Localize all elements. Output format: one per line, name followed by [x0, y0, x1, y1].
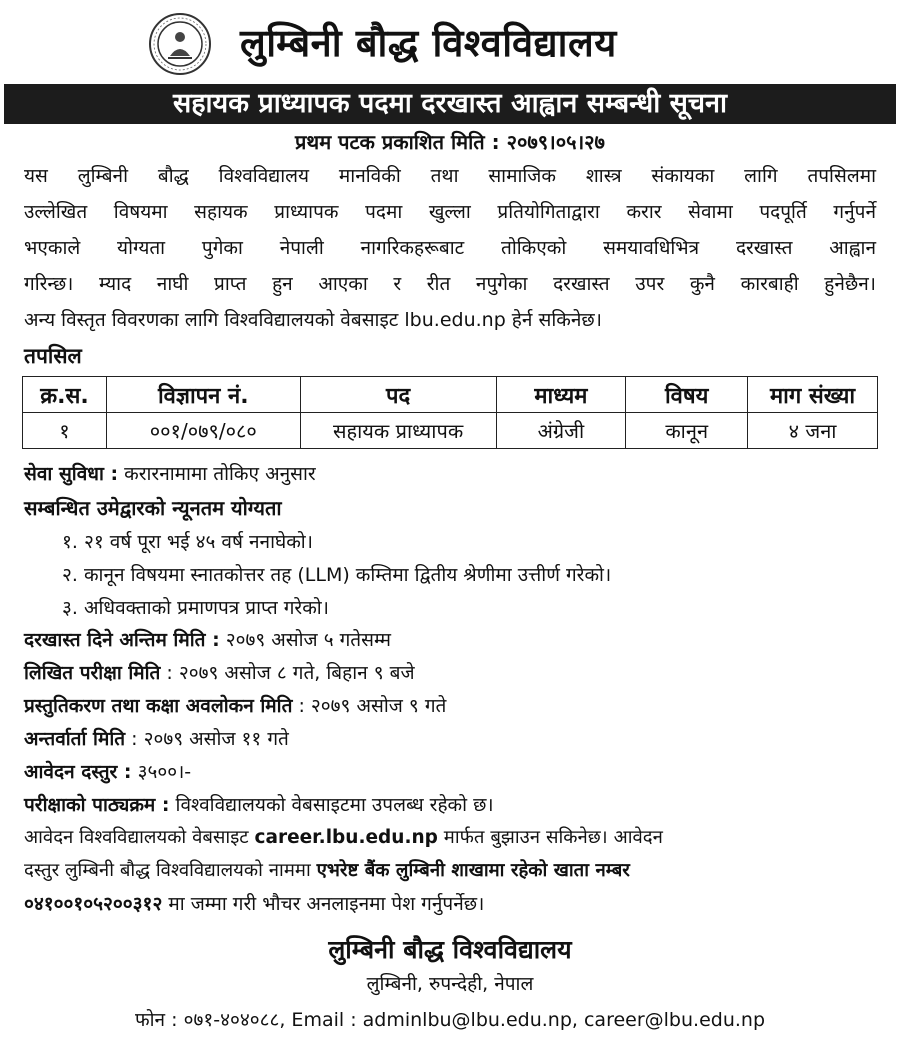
- table-cell: १: [23, 413, 107, 449]
- qualification-heading: सम्बन्धित उमेद्वारको न्यूनतम योग्यता: [24, 496, 282, 520]
- intro-line: अन्य विस्तृत विवरणका लागि विश्वविद्यालयको वेबसाइट lbu.edu.np हेर्न सकिनेछ।: [24, 309, 602, 331]
- date-value: विश्वविद्यालयको वेबसाइटमा उपलब्ध रहेको छ।: [169, 794, 494, 816]
- written-exam-line: [24, 659, 415, 685]
- account-number: ०४१००१०५२००३१२: [24, 893, 163, 915]
- footer-university: लुम्बिनी बौद्ध विश्वविद्यालय: [328, 935, 572, 964]
- syllabus-line: [24, 791, 494, 817]
- career-link[interactable]: career.lbu.edu.np: [254, 827, 438, 848]
- application-line: [24, 824, 663, 849]
- qualification-item: ३. अधिवक्ताको प्रमाणपत्र प्राप्त गरेको।: [62, 597, 329, 619]
- university-seal-icon: [148, 12, 212, 76]
- date-label: परीक्षाको पाठ्यक्रम :: [24, 794, 170, 816]
- application-text: दस्तुर लुम्बिनी बौद्ध विश्वविद्यालयको नाममा: [24, 860, 317, 881]
- intro-line: गरिन्छ। म्याद नाघी प्राप्त हुन आएका र रीत नपुगेका दरखास्त उपर कुनै कारबाही हुनेछैन।: [24, 273, 876, 295]
- table-cell: ४ जना: [748, 413, 878, 449]
- intro-line: भएकाले योग्यता पुगेका नेपाली नागरिकहरूबाट तोकिएको समयावधिभित्र दरखास्त आह्वान: [24, 237, 876, 259]
- column-header: विज्ञापन नं.: [106, 377, 300, 413]
- intro-line: यस लुम्बिनी बौद्ध विश्वविद्यालय मानविकी तथा सामाजिक शास्त्र संकायका लागि तपसिलमा: [24, 165, 876, 187]
- application-text: मा जम्मा गरी भौचर अनलाइनमा पेश गर्नुपर्नेछ।: [162, 893, 485, 915]
- table-cell: अंग्रेजी: [496, 413, 626, 449]
- footer-address: लुम्बिनी, रुपन्देही, नेपाल: [366, 973, 534, 995]
- date-label: अन्तर्वार्ता मिति: [24, 728, 126, 750]
- fee-line: [24, 758, 191, 784]
- footer-contact: फोन : ०७१-४०४०८८, Email : adminlbu@lbu.edu.np, career@lbu.edu.np: [134, 1009, 766, 1031]
- column-header: विषय: [626, 377, 748, 413]
- date-value: : २०७९ असोज ८ गते, बिहान ९ बजे: [160, 662, 415, 684]
- column-header: पद: [300, 377, 496, 413]
- vacancy-table: [22, 376, 878, 449]
- published-date: प्रथम पटक प्रकाशित मिति : २०७९।०५।२७: [295, 130, 605, 154]
- column-header: क्र.स.: [23, 377, 107, 413]
- qualification-item: १. २१ वर्ष पूरा भई ४५ वर्ष ननाघेको।: [62, 531, 313, 553]
- qualification-item: २. कानून विषयमा स्नातकोत्तर तह (LLM) कम्तिमा द्वितीय श्रेणीमा उत्तीर्ण गरेको।: [62, 564, 612, 586]
- table-row: [23, 413, 878, 449]
- facilities-label: सेवा सुविधा :: [24, 463, 119, 485]
- date-label: प्रस्तुतिकरण तथा कक्षा अवलोकन मिति: [24, 695, 293, 717]
- application-text: आवेदन विश्वविद्यालयको वेबसाइट: [24, 827, 255, 848]
- application-line: [24, 890, 484, 916]
- date-label: लिखित परीक्षा मिति: [24, 662, 161, 684]
- notice-title-banner: सहायक प्राध्यापक पदमा दरखास्त आह्वान सम्बन्धी सूचना: [4, 84, 896, 124]
- date-value: २०७९ असोज ५ गतेसम्म: [219, 629, 392, 651]
- application-line: [24, 857, 630, 882]
- presentation-line: [24, 692, 446, 718]
- university-title: लुम्बिनी बौद्ध विश्वविद्यालय: [240, 21, 617, 65]
- tapsil-heading: तपसिल: [24, 344, 82, 368]
- date-label: आवेदन दस्तुर :: [24, 761, 132, 783]
- intro-line: उल्लेखित विषयमा सहायक प्राध्यापक पदमा खुल्ला प्रतियोगिताद्वारा करार सेवामा पदपूर्ति गर्नुपर्ने: [24, 201, 876, 223]
- bank-account-text: एभरेष्ट बैंक लुम्बिनी शाखामा रहेको खाता नम्बर: [316, 860, 630, 881]
- table-cell: ००१/०७९/०८०: [106, 413, 300, 449]
- date-label: दरखास्त दिने अन्तिम मिति :: [24, 629, 220, 651]
- application-text: मार्फत बुझाउन सकिनेछ। आवेदन: [437, 827, 663, 848]
- header: [0, 0, 900, 84]
- date-value: : २०७९ असोज ११ गते: [125, 728, 289, 750]
- date-value: : २०७९ असोज ९ गते: [292, 695, 447, 717]
- column-header: माध्यम: [496, 377, 626, 413]
- date-value: ३५००।-: [131, 761, 192, 783]
- column-header: माग संख्या: [748, 377, 878, 413]
- facilities-line: [24, 460, 316, 486]
- deadline-line: [24, 626, 391, 652]
- table-cell: कानून: [626, 413, 748, 449]
- interview-line: [24, 725, 289, 751]
- facilities-value: करारनामामा तोकिए अनुसार: [118, 463, 316, 485]
- table-cell: सहायक प्राध्यापक: [300, 413, 496, 449]
- table-header-row: [23, 377, 878, 413]
